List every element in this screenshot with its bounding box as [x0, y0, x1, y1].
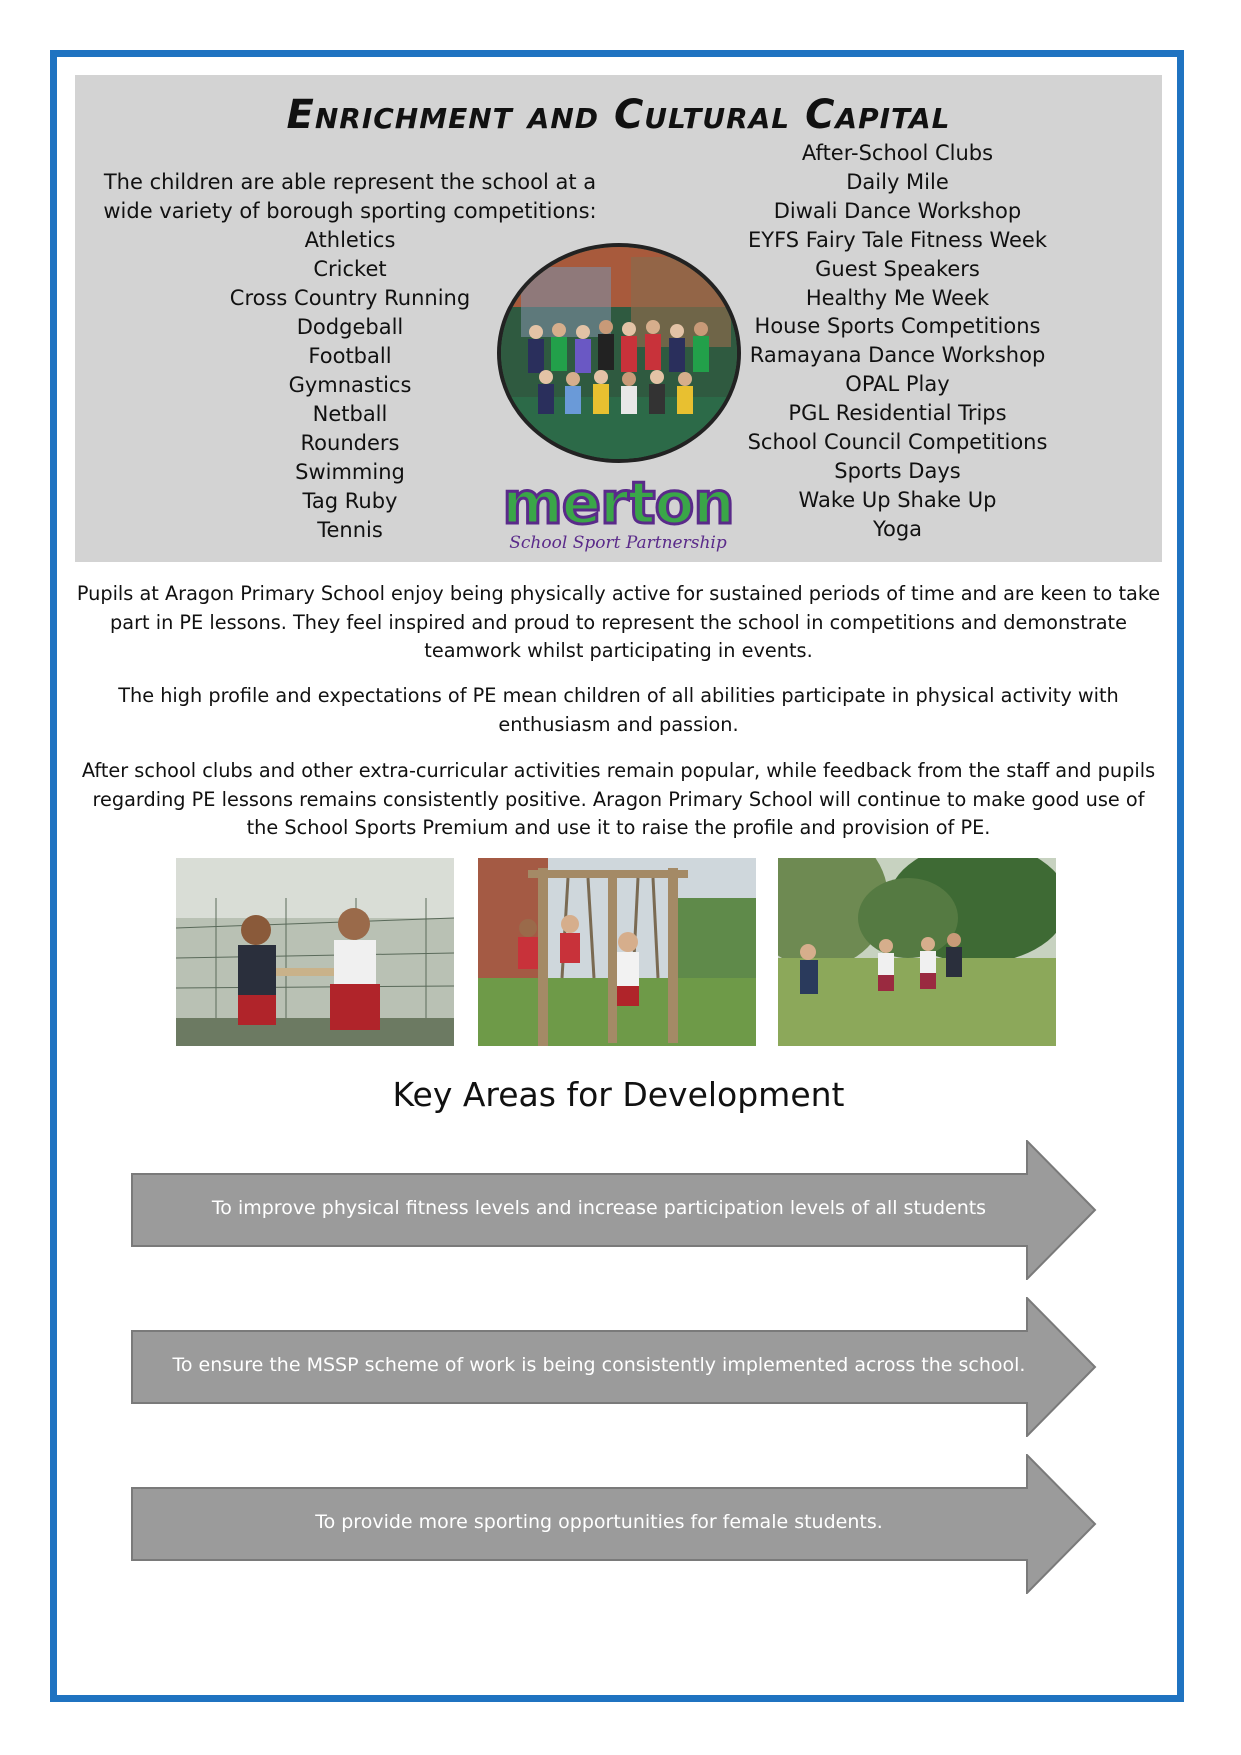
- list-item: Dodgeball: [296, 315, 404, 339]
- development-arrow-2: [131, 1297, 1097, 1437]
- photo-girls-tug: [176, 858, 454, 1046]
- photo-field-running: [778, 858, 1056, 1046]
- list-item: House Sports Competitions: [754, 314, 1041, 339]
- body-paragraph-3: After school clubs and other extra-curricular activities remain popular, while feedback from the staff and pupils regarding PE lessons remains consistently positive. Aragon Primary School will continue to make good use of the School Sports Premium and use it to raise the profile and provision of PE.: [81, 759, 1156, 840]
- list-item: OPAL Play: [845, 372, 950, 397]
- logo-subtitle: School Sport Partnership: [509, 533, 727, 553]
- list-item: Yoga: [872, 516, 923, 541]
- development-area-label: To provide more sporting opportunities for female students.: [315, 1511, 883, 1533]
- list-item: PGL Residential Trips: [788, 401, 1007, 426]
- list-item: Cricket: [313, 257, 387, 281]
- list-item: Daily Mile: [846, 169, 949, 194]
- list-item: Diwali Dance Workshop: [773, 198, 1022, 223]
- body-paragraph-1: Pupils at Aragon Primary School enjoy being physically active for sustained periods of time and are keen to take part in PE lessons. They feel inspired and proud to represent the school in competitions and demonstrate teamwork whilst participating in events.: [76, 582, 1161, 663]
- list-item: School Council Competitions: [747, 430, 1048, 455]
- photo-climbing-frame: [478, 858, 756, 1046]
- development-arrow-3: [131, 1454, 1097, 1594]
- list-item: Healthy Me Week: [805, 285, 990, 310]
- list-item: Guest Speakers: [815, 256, 980, 281]
- development-title: Key Areas for Development: [392, 1075, 845, 1114]
- list-item: Tag Ruby: [302, 489, 398, 513]
- list-item: Gymnastics: [288, 373, 412, 397]
- list-item: Netball: [312, 402, 388, 426]
- competitions-intro: The children are able represent the school at a wide variety of borough sporting competitions:: [103, 170, 597, 223]
- development-arrow-1: [131, 1140, 1097, 1280]
- list-item: Tennis: [317, 518, 383, 542]
- list-item: Sports Days: [834, 458, 961, 483]
- logo-wordmark: merton: [502, 469, 734, 537]
- body-paragraph-2: The high profile and expectations of PE mean children of all abilities participate in physical activity with enthusiasm and passion.: [118, 684, 1119, 736]
- list-item: Football: [308, 344, 392, 368]
- list-item: After-School Clubs: [801, 141, 994, 165]
- list-item: Ramayana Dance Workshop: [749, 343, 1046, 368]
- development-area-label: To improve physical fitness levels and increase participation levels of all students: [211, 1197, 987, 1219]
- list-item: Swimming: [295, 460, 405, 484]
- enrichment-list: [720, 139, 1075, 544]
- development-area-label: To ensure the MSSP scheme of work is being consistently implemented across the school.: [172, 1354, 1026, 1376]
- list-item: EYFS Fairy Tale Fitness Week: [748, 227, 1047, 252]
- list-item: Wake Up Shake Up: [798, 487, 997, 512]
- merton-ssp-logo: [493, 469, 743, 556]
- list-item: Rounders: [300, 431, 400, 455]
- list-item: Cross Country Running: [229, 286, 471, 310]
- enrichment-column: [720, 139, 1075, 544]
- team-group-photo: [497, 243, 741, 463]
- list-item: Athletics: [304, 228, 396, 252]
- page-title: Enrichment and Cultural Capital: [286, 92, 951, 138]
